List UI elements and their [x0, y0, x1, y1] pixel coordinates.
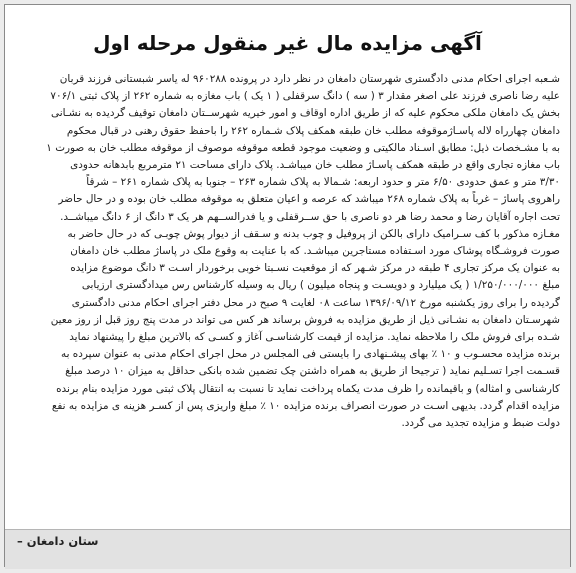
notice-line: به با مشـخصات ذیل: مطابق اسـناد مالکیتی و وضعیت موجود قطعه موقوفه موصوف از موقوفه مطلب خان به صورت ۱	[46, 141, 560, 154]
notice-line: قسـمت اجرا تسـلیم نماید ( ترجیحا از طریق به همراه داشتن چک تضمین شده بانکی حداقل به میزان ۱۰ درصد مبلغ	[65, 365, 560, 378]
notice-line: به عنوان یک مرکز تجاری ۴ طبقه در مرکز شـهر که از موقعیت نسـبتا خوبی برخوردار اسـت ۳ دانگ موضوع مزایده	[70, 262, 560, 275]
notice-line: گردیده را برای روز یکشنبه مورخ ۱۳۹۶/۰۹/۱۲ ساعت ۰۸ لغایت ۹ صبح در محل دفتر اجرای احکام مدنی دادگستری	[71, 296, 560, 309]
notice-line: علیه رضا ناصری فرزند علی اصغر مقدار ۳ ( سه ) دانگ سرقفلی ( ۱ یک ) باب مغازه به شماره ۲۶۲ از پلاک ثبتی ۷۰۶/۱	[50, 90, 560, 103]
notice-line: شـعبه اجرای احکام مدنی دادگستری شهرستان دامغان در نظر دارد در پرونده ۹۶۰۲۸۸ له یاسر شبستانی فرزند قربان	[59, 73, 560, 85]
notice-frame	[4, 4, 571, 567]
notice-line: شـده برای فروش ملک را ملاحظه نماید. مزایده از قیمت کارشناسـی آغاز و کسـی که بالاترین مبلغ را پیشنهاد نماید	[69, 331, 560, 344]
notice-line: مغـازه مذکور با کف سـرامیک دارای بالکن از پروفیل و چوب بدنه و سـقف از دیوار پوش چوبـی که در حال حاضر به	[67, 227, 560, 240]
notice-line: ۳/۳۰ متر و عمق حدودی ۶/۵۰ متر و حدود اربعه: شـمالا به پلاک شماره ۲۶۳ – جنوبا به پلاک شماره ۲۶۱ – شرقاً	[86, 176, 560, 189]
notice-line: باب مغازه تجاری واقع در طبقه همکف پاسـاژ مطلب خان میباشـد. پلاک دارای مساحت ۲۱ مترمربع بابدهانه حدودی	[70, 159, 560, 172]
notice-line: برنده مزایده محسـوب و ۱۰ ٪ بهای پیشـنهادی را بایستی فی المجلس در محل اجرای احکام مدنی به عنوان سپرده به	[61, 348, 560, 361]
notice-line: تحت اجاره آقایان رضا و محمد رضا هر دو ناصری با حق ســرقفلی و یا فدرالســهم هر یک ۳ دانگ از ۶ دانگ میباشــد.	[60, 210, 560, 223]
notice-line: مزایده اقدام گردد. بدیهی اسـت در صورت انصراف برنده مزایده ۱۰ ٪ مبلغ واریزی پس از کسـر هزینه ی مزایده به نفع	[51, 399, 560, 412]
notice-line: کارشناسی و امثاله) و باقیمانده را ظرف مدت یکماه پرداخت نماید تا نسبت به انتقال پلاک ثبتی مورد مزایده بنام برنده	[56, 382, 560, 395]
notice-line: دامغان چهارراه لاله پاسـاژموقوفه مطلب خان طبقه همکف پلاک شـماره ۲۶۲ را باحفظ حقوق رهنی در قبال محکوم	[66, 124, 560, 137]
notice-line: راهروی پاساژ – غرباً به پلاک شماره ۲۶۸ میباشد که عرصه و اعیان متعلق به موقوفه مطلب خان بوده و در حال حاضر	[58, 193, 560, 206]
notice-body	[15, 71, 560, 432]
notice-line: شهرسـتان دامغان به نشـانی ذیل از طریق مزایده به فروش برساند هر کس می تواند در مدت پنج روز قبل از روز معین	[50, 313, 560, 326]
signature-text: ستان دامغان –	[17, 534, 99, 548]
notice-line: بخش یک دامغان ملکی محکوم علیه که از طریق اداره اوقاف و امور خیریه شهرســتان دامغان توقیف گردیده به نشـانی	[51, 107, 560, 120]
signature-strip	[5, 529, 570, 569]
notice-line: صورت فروشـگاه پوشاک مورد اسـتفاده مستاجرین میباشـد. که با عنایت به وقوع ملک در پاساژ مطلب خان دامغان	[70, 245, 560, 258]
notice-title: آگهی مزایده مال غیر منقول مرحله اول	[93, 31, 482, 55]
notice-line: مبلغ ۱/۲۵۰/۰۰۰/۰۰۰ ( یک میلیارد و دویسـت و پنجاه میلیون ) ریال به وسیله کارشناس رس میدادگستری ارزیابی	[81, 279, 560, 292]
notice-line: دولت ضبط و مزایده تجدید می گردد.	[401, 417, 560, 430]
